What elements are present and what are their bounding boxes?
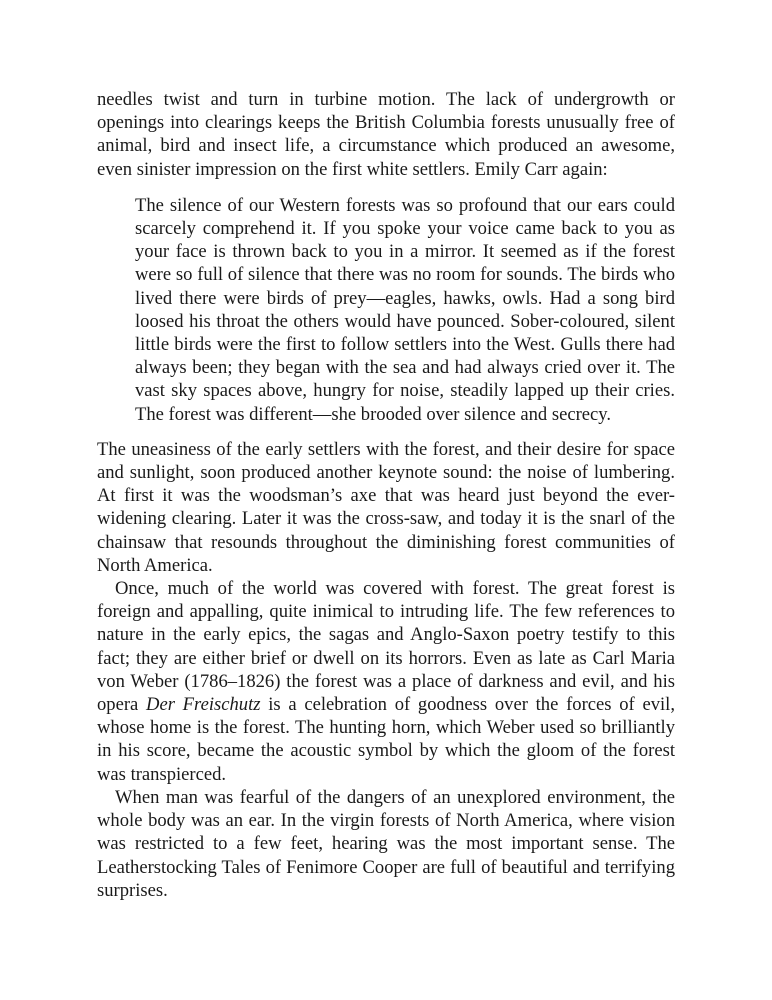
- paragraph-forest-settlers: needles twist and turn in turbine motion. The lack of undergrowth or openings into clearings keeps the British Columbia forests unusually free of animal, bird and insect life, a circumstance which produced an awesome, even sinister impression on the first white settlers. Emily Carr again:: [97, 89, 675, 180]
- opera-title: Der Freischutz: [146, 694, 261, 716]
- paragraph-lumbering: The uneasiness of the early settlers with the forest, and their desire for space and sunlight, soon produced another keynote sound: the noise of lumbering. At first it was the woodsman’s axe that was heard just beyond the ever-widening clearing. Later it was the cross-saw, and today it is the snarl of the chainsaw that resounds throughout the diminishing forest communities of North America.: [97, 438, 675, 576]
- page-body: [97, 88, 675, 902]
- paragraph-body-as-ear: When man was fearful of the dangers of an unexplored environment, the whole body was an ear. In the virgin forests of North America, where vision was restricted to a few feet, hearing was the most important sense. The Leatherstocking Tales of Fenimore Cooper are full of beautiful and terrifying surprises.: [97, 786, 675, 901]
- block-quote-emily-carr: [135, 194, 675, 426]
- paragraph-great-forest: [97, 577, 675, 786]
- paragraph-great-forest-part2: is a celebration of goodness over the forces of evil, whose home is the forest. The hunting horn, which Weber used so brilliantly in his score, became the acoustic symbol by which the gloom of the forest was transpierced.: [97, 694, 675, 785]
- quote-text: The silence of our Western forests was so profound that our ears could scarcely comprehend it. If you spoke your voice came back to you as your face is thrown back to you in a mirror. It seemed as if the forest were so full of silence that there was no room for sounds. The birds who lived there were birds of prey—eagles, hawks, owls. Had a song bird loosed his throat the others would have pounced. Sober-coloured, silent little birds were the first to follow settlers into the West. Gulls there had always been; they began with the sea and had always cried over it. The vast sky spaces above, hungry for noise, steadily lapped up their cries. The forest was different—she brooded over silence and secrecy.: [135, 194, 675, 425]
- paragraph-great-forest-part1: Once, much of the world was covered with forest. The great forest is foreign and appalling, quite inimical to intruding life. The few references to nature in the early epics, the sagas and Anglo-Saxon poetry testify to this fact; they are either brief or dwell on its horrors. Even as late as Carl Maria von Weber (1786–1826) the forest was a place of darkness and evil, and his opera: [97, 578, 675, 716]
